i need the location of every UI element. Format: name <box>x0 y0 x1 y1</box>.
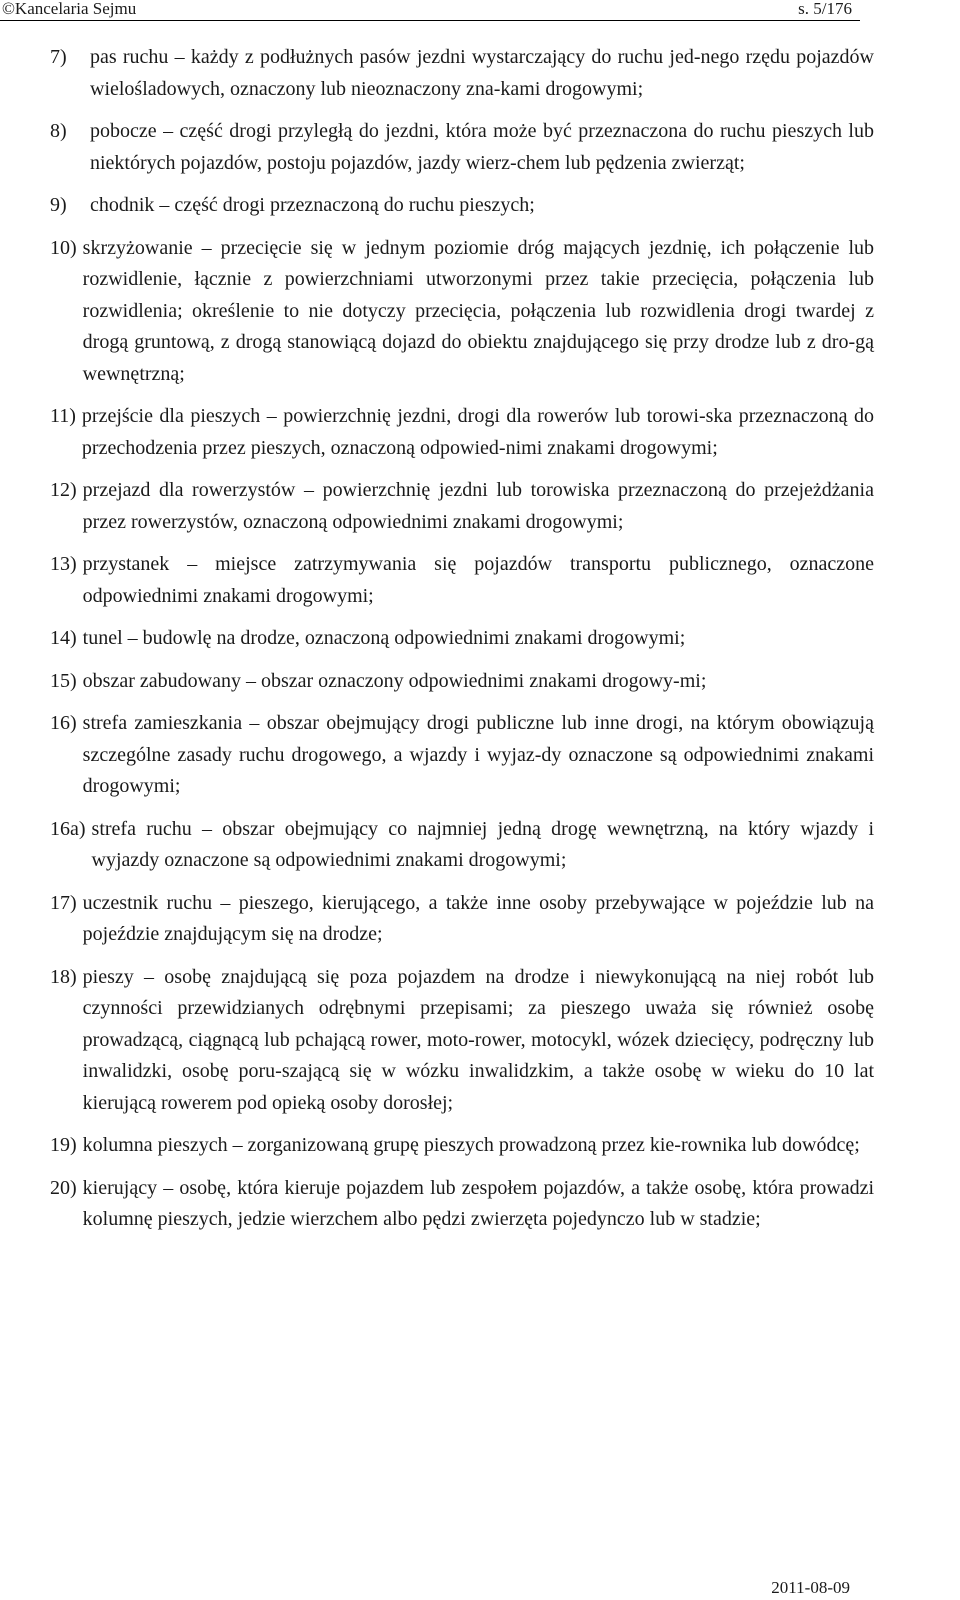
list-item <box>50 42 874 105</box>
list-item <box>50 401 874 464</box>
item-number: 7) <box>50 46 67 68</box>
item-text: chodnik – część drogi przeznaczoną do ruchu pieszych; <box>90 194 535 216</box>
item-number: 20) <box>50 1176 77 1199</box>
item-number: 14) <box>50 627 77 649</box>
list-item <box>50 190 874 222</box>
list-item <box>50 1130 874 1162</box>
list-item <box>50 962 874 1120</box>
item-number: 19) <box>50 1134 77 1156</box>
list-item <box>50 666 874 698</box>
list-item <box>50 549 874 612</box>
list-item <box>50 708 874 803</box>
item-number: 16) <box>50 712 77 734</box>
item-number: 13) <box>50 553 77 575</box>
item-text: przejście dla pieszych – powierzchnię jezdni, drogi dla rowerów lub torowi-ska przeznaczoną do przechodzenia przez pieszych, oznaczoną odpowied-nimi znakami drogowymi; <box>81 405 874 459</box>
item-text: skrzyżowanie – przecięcie się w jednym poziomie dróg mających jezdnię, ich połączenie lub rozwidlenie, łącznie z powierzchniami utworzonymi przez takie przecięcia, połączenia lub rozwidlenia; określenie to nie dotyczy przecięcia, połączenia lub rozwidlenia drogi twardej z drogą gruntową, z drogą stanowiącą dojazd do obiektu znajdującego się przy drodze lub z dro-gą wewnętrzną; <box>82 236 874 385</box>
item-number: 10) <box>50 236 77 259</box>
item-text: przystanek – miejsce zatrzymywania się pojazdów transportu publicznego, oznaczone odpowiednimi znakami drogowymi; <box>82 553 874 607</box>
item-number: 9) <box>50 194 67 216</box>
item-number: 8) <box>50 120 67 142</box>
item-text: obszar zabudowany – obszar oznaczony odpowiednimi znakami drogowy-mi; <box>82 669 707 692</box>
list-item <box>50 623 874 655</box>
item-text: tunel – budowlę na drodze, oznaczoną odpowiednimi znakami drogowymi; <box>82 627 686 649</box>
item-number: 16a) <box>50 817 86 840</box>
footer-date: 2011-08-09 <box>771 1578 850 1597</box>
item-text: kierujący – osobę, która kieruje pojazdem lub zespołem pojazdów, a także osobę, która prowadzi kolumnę pieszych, jedzie wierzchem albo pędzi zwierzęta pojedynczo lub w stadzie; <box>82 1176 874 1230</box>
definitions-list <box>50 42 874 1247</box>
item-number: 12) <box>50 479 77 501</box>
item-text: pieszy – osobę znajdującą się poza pojazdem na drodze i niewykonującą na niej robót lub czynności przewidzianych odrębnymi przepisami; za pieszego uważa się również osobę prowadzącą, ciągnącą lub pchającą rower, moto-rower, motocykl, wózek dziecięcy, podręczny lub inwalidzki, osobę poru-szającą się w wózku inwalidzkim, a także osobę w wieku do 10 lat kierującą rowerem pod opieką osoby dorosłej; <box>82 965 874 1114</box>
item-text: przejazd dla rowerzystów – powierzchnię jezdni lub torowiska przeznaczoną do przejeżdżania przez rowerzystów, oznaczoną odpowiednimi znakami drogowymi; <box>82 479 874 533</box>
list-item <box>50 116 874 179</box>
item-text: strefa ruchu – obszar obejmujący co najmniej jedną drogę wewnętrzną, na który wjazdy i wyjazdy oznaczone są odpowiednimi znakami drogowymi; <box>91 817 874 871</box>
item-number: 11) <box>50 405 76 427</box>
item-text: kolumna pieszych – zorganizowaną grupę pieszych prowadzoną przez kie-rownika lub dowódcę; <box>82 1134 860 1156</box>
list-item <box>50 475 874 538</box>
item-text: pobocze – część drogi przyległą do jezdni, która może być przeznaczona do ruchu pieszych lub niektórych pojazdów, postoju pojazdów, jazdy wierz-chem lub pędzenia zwierząt; <box>90 120 874 174</box>
page-header <box>0 0 860 21</box>
item-text: uczestnik ruchu – pieszego, kierującego, a także inne osoby przebywające w pojeździe lub na pojeździe znajdującym się na drodze; <box>82 891 874 945</box>
list-item <box>50 1173 874 1236</box>
item-text: strefa zamieszkania – obszar obejmujący drogi publiczne lub inne drogi, na którym obowiązują szczególne zasady ruchu drogowego, a wjazdy i wyjaz-dy oznaczone są odpowiednimi znakami drogowymi; <box>82 712 874 797</box>
list-item <box>50 233 874 391</box>
item-number: 15) <box>50 669 77 692</box>
header-page-number: s. 5/176 <box>798 0 852 18</box>
item-number: 18) <box>50 965 77 988</box>
item-text: pas ruchu – każdy z podłużnych pasów jezdni wystarczający do ruchu jed-nego rzędu pojazdów wielośladowych, oznaczony lub nieoznaczony zna-kami drogowymi; <box>90 46 874 100</box>
list-item <box>50 888 874 951</box>
list-item <box>50 814 874 877</box>
item-number: 17) <box>50 891 77 914</box>
header-publisher: ©Kancelaria Sejmu <box>2 0 137 18</box>
